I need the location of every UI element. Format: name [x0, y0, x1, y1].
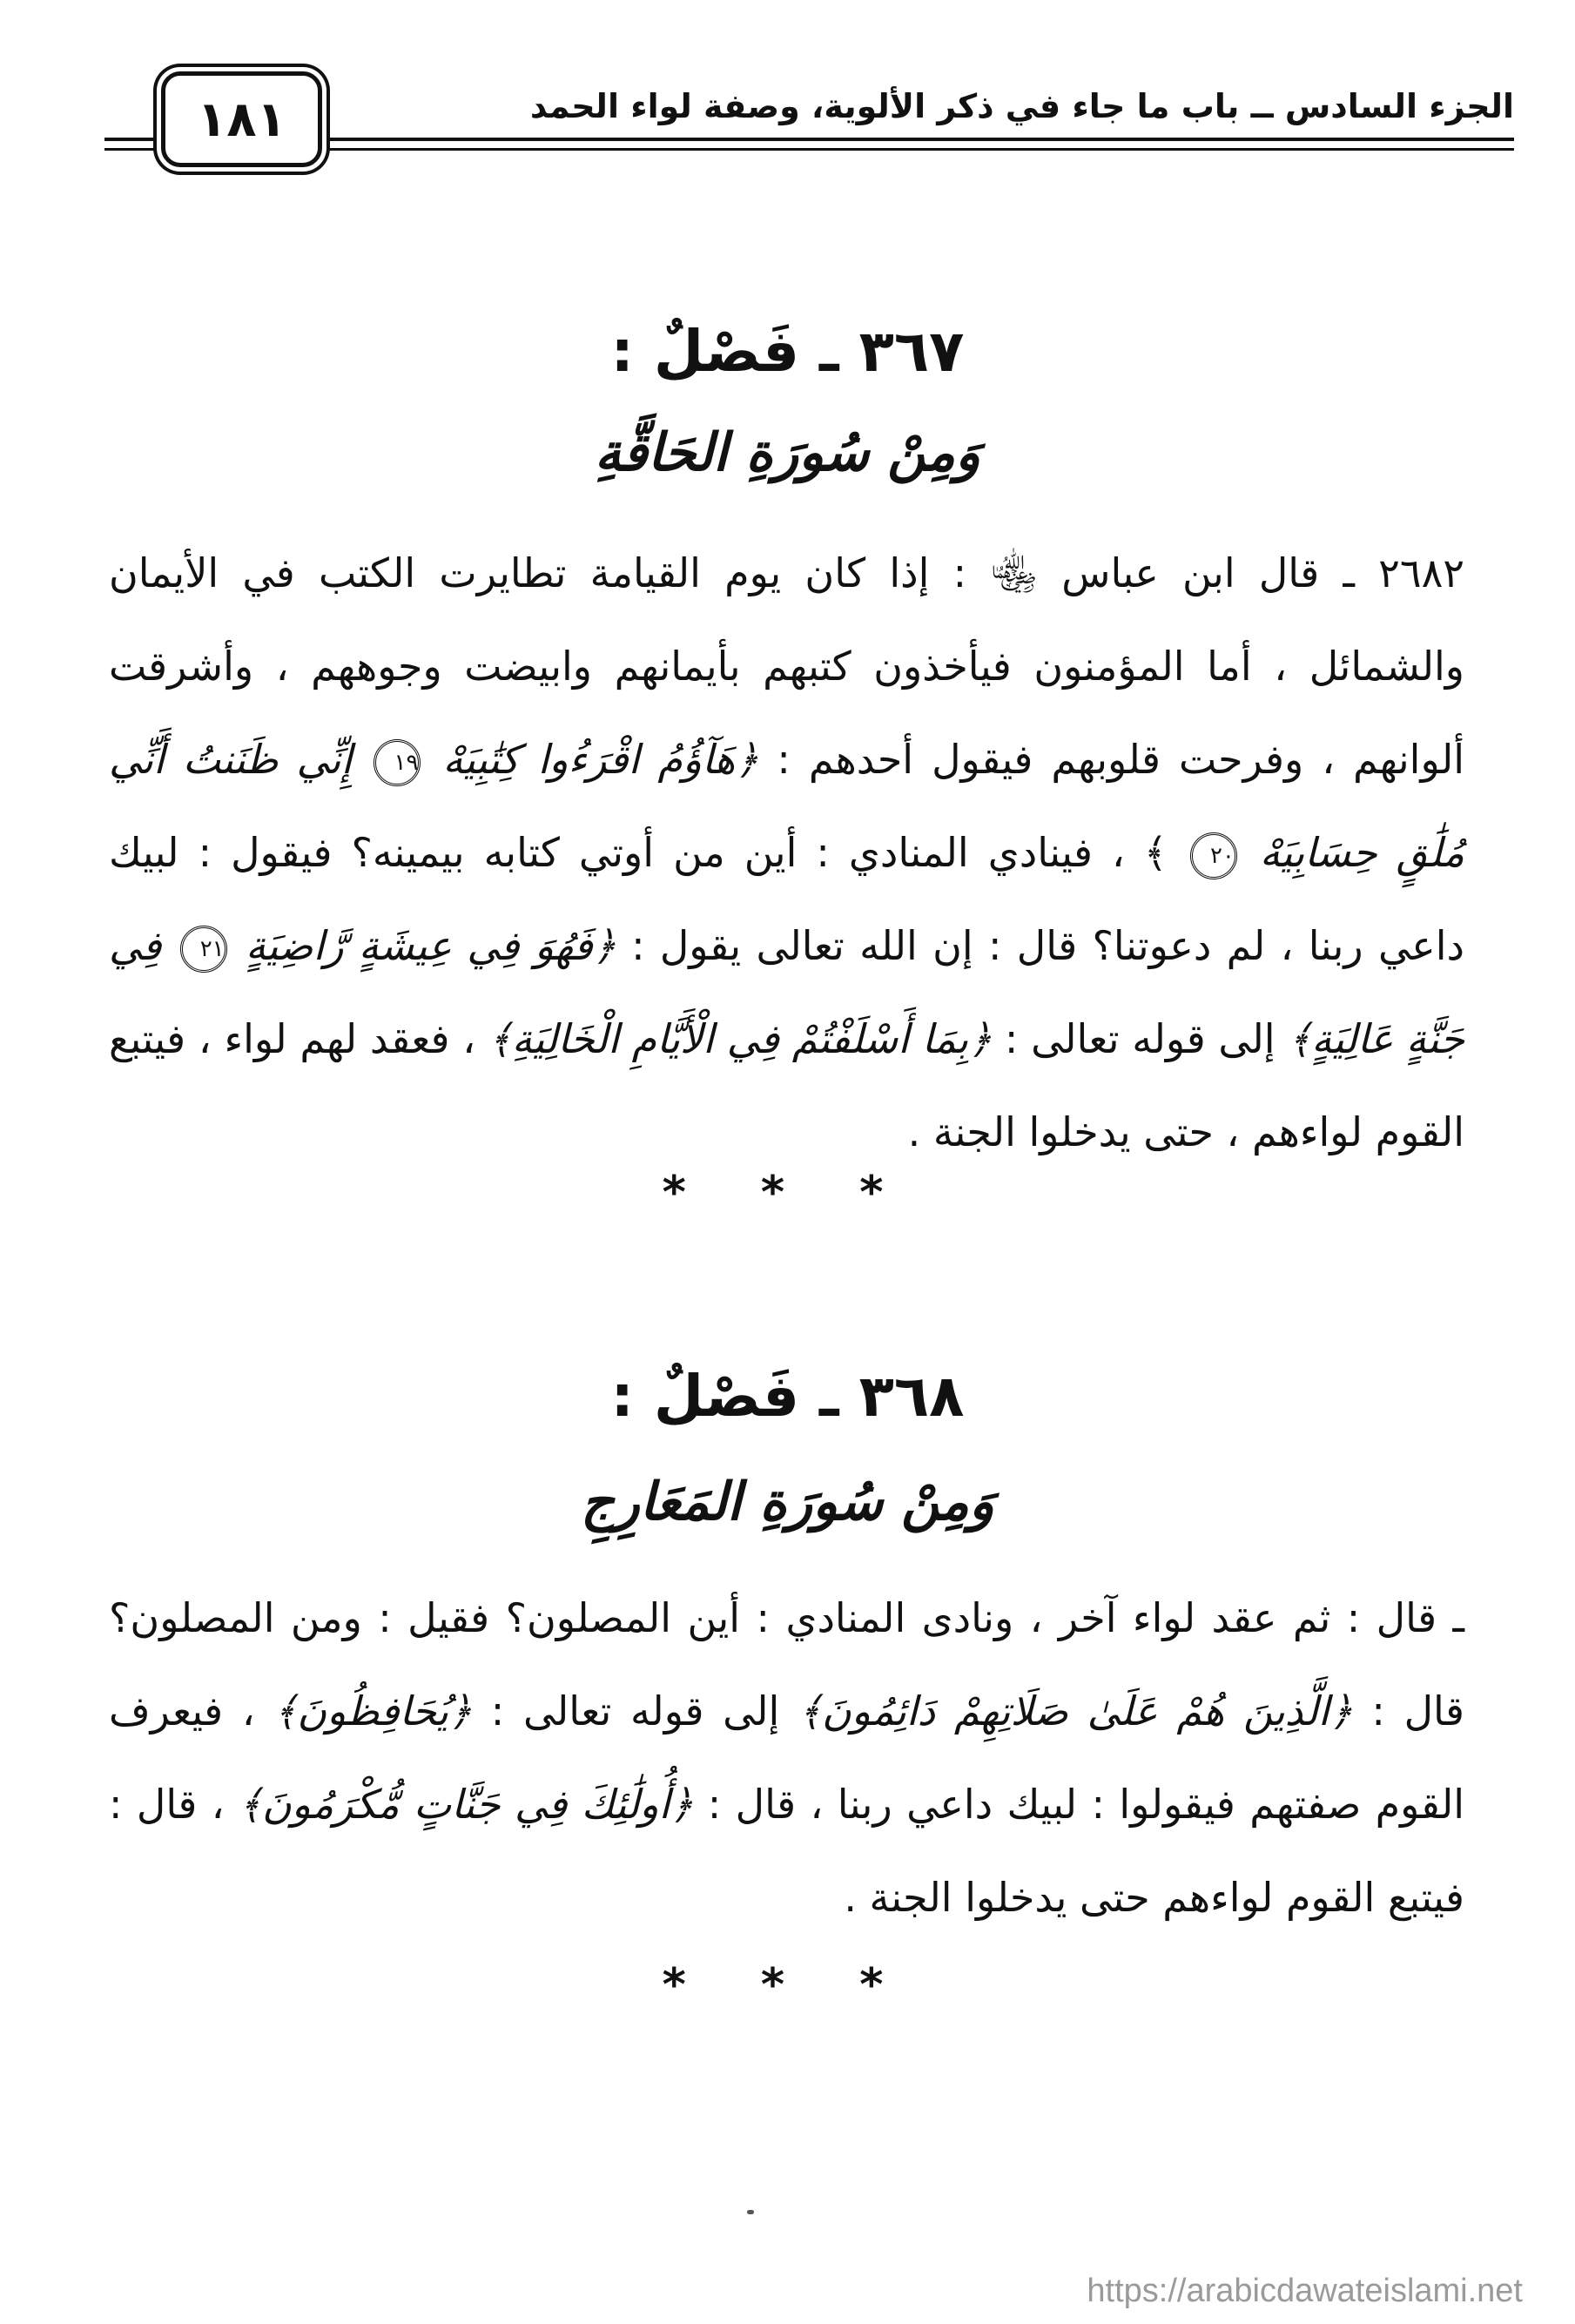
paragraph-368 — [109, 1572, 1464, 1944]
quran-verse: ﴿الَّذِينَ هُمْ عَلَىٰ صَلَاتِهِمْ دَائِمُونَ﴾ — [798, 1687, 1353, 1735]
section-subtitle-almaarij: وَمِنْ سُورَةِ المَعَارِجِ — [581, 1472, 994, 1532]
text-segment: ٢٦٨٢ ـ قال ابن عباس ﵄ : إذا كان يوم القيامة تطايرت الكتب في الأيمان والشمائل ، أما المؤمنون فيأخذون كتبهم بأيمانهم وابيضت وجوههم ، وأشرقت ألوانهم ، وفرحت قلوبهم فيقول أحدهم : — [109, 549, 1465, 783]
quran-verse: ﴿بِمَا أَسْلَفْتُمْ فِي الْأَيَّامِ الْخَالِيَةِ﴾ — [488, 1015, 993, 1062]
quran-verse: ﴿أُولَٰئِكَ فِي جَنَّاتٍ مُّكْرَمُونَ﴾ — [239, 1781, 694, 1828]
section-body-367 — [109, 527, 1464, 1179]
stray-mark — [747, 2210, 754, 2214]
quran-verse: ﴿هَآؤُمُ اقْرَءُوا كِتَٰبِيَهْ — [442, 736, 759, 783]
text-segment: ، قال : فيتبع القوم لواءهم حتى يدخلوا الجنة . — [109, 1781, 1464, 1921]
text-segment: إلى قوله تعالى : — [472, 1687, 780, 1735]
section-body-368 — [109, 1572, 1464, 1944]
ayah-number-marker: ١٩ — [374, 739, 421, 786]
watermark-url: https://arabicdawateislami.net — [1087, 2273, 1523, 2309]
text-segment: ، فعقد لهم لواء ، فيتبع القوم لواءهم ، حتى يدخلوا الجنة . — [109, 1015, 1464, 1155]
text-segment: ـ قال : ثم عقد لواء آخر ، ونادى المنادي : أين المصلون؟ فقيل : ومن المصلون؟ قال : — [109, 1594, 1464, 1735]
text-segment: ﴾ ، فينادي المنادي : أين من أوتي كتابه بيمينه؟ فيقول : لبيك داعي ربنا ، لم دعوتنا؟ قال : إن الله تعالى يقول : — [109, 829, 1465, 969]
quran-verse: ﴿يُحَافِظُونَ﴾ — [273, 1687, 473, 1735]
paragraph-2682 — [109, 527, 1464, 1179]
text-segment: إلى قوله تعالى : — [992, 1015, 1275, 1062]
quran-verse: فِي جَنَّةٍ عَالِيَةٍ﴾ — [109, 922, 1465, 1062]
running-header-title: الجزء السادس ــ باب ما جاء في ذكر الألوية، وصفة لواء الحمد — [529, 87, 1514, 125]
section-separator: * * * — [662, 1959, 913, 2011]
text-segment: ، فيعرف القوم صفتهم فيقولوا : لبيك داعي ربنا ، قال : — [109, 1687, 1464, 1828]
section-separator: * * * — [662, 1167, 913, 1219]
page-number: ١٨١ — [161, 71, 322, 167]
ayah-number-marker: ٢١ — [180, 926, 227, 973]
section-heading-368: ٣٦٨ ـ فَصْلٌ : — [610, 1363, 965, 1430]
section-heading-367: ٣٦٧ ـ فَصْلٌ : — [610, 318, 965, 385]
quran-verse: ﴿فَهُوَ فِي عِيشَةٍ رَّاضِيَةٍ — [245, 922, 616, 969]
ayah-number-marker: ٢٠ — [1190, 832, 1237, 879]
section-subtitle-alhaqqa: وَمِنْ سُورَةِ الحَاقَّةِ — [594, 422, 981, 483]
quran-verse: إِنِّي ظَنَنتُ أَنِّي مُلَٰقٍ حِسَابِيَهْ — [109, 736, 1465, 876]
